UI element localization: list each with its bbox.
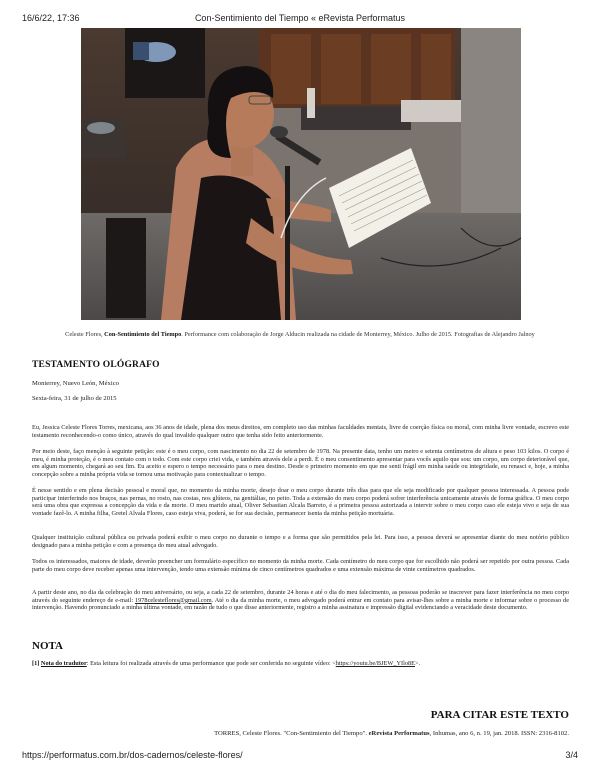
nota-heading: NOTA — [32, 640, 63, 652]
citation-journal: eRevista Performatus — [368, 730, 430, 737]
print-footer — [22, 750, 578, 762]
paragraph-4: Qualquer instituição cultural pública ou privada poderá exibir o meu corpo no durante o tempo e a forma que são permitidos pela lei. Para isso, a pessoa deverá se apresentar diante do meu notório público designado para a minha petição e com a presença do meu atual advogado. — [32, 534, 569, 549]
caption-author: Celeste Flores, — [65, 331, 105, 338]
testamento-place: Monterrey, Nuevo León, México — [32, 380, 119, 387]
note-text: : Esta leitura foi realizada através de uma performance que pode ser conferida no seguinte vídeo: < — [86, 660, 336, 667]
print-url: https://performatus.com.br/dos-cadernos/celeste-flores/ — [22, 750, 243, 760]
note-end: >. — [415, 660, 421, 667]
contact-email-link[interactable]: 1978celesteflores@gmail.com — [134, 596, 212, 604]
paragraph-1: Eu, Jessica Celeste Flores Torres, mexicana, aos 36 anos de idade, plena dos meus direitos, em completo uso das minhas faculdades mentais, livre de coerção física ou moral, com minha livre vontade, escrevo este testamento reconhecendo-o como único, através do qual invalido qualquer outro que tenha sido feito anteriormente. — [32, 424, 569, 439]
testamento-title: TESTAMENTO OLÓGRAFO — [32, 360, 160, 370]
paragraph-5: Todos os interessados, maiores de idade, deverão preencher um formulário específico no momento da minha morte. Cada centímetro do meu corpo que for escolhido não poderá ser repetido por outra pessoa. Cada parte do meu corpo deve receber apenas uma intervenção, tendo uma extensão mínima de cinco centímetros quadrados e uma extensão máxima de vinte centímetros quadrados. — [32, 558, 569, 573]
paragraph-2: Por meio deste, faço menção à seguinte petição: este é o meu corpo, com nascimento no dia 22 de setembro de 1978. Na presente data, tenho um metro e setenta centímetros de altura e peso 103 kilos. O corpo é meu, é minha proteção, é o meu contato com o todo. Com este corpo criei vida, e também através dele a perdi. É o meu consentimento apresentar para vocês aquilo que sou: um corpo, um corpo deteriorável que, em algum momento, chegará ao seu fim. Eu aceito e espero o tempo necessário para o meu destino. Desde o primeiro momento em que me senti frágil em minha saúde ou integridade, eu renasci e, hoje, a minha concepção sobre a minha própria vida se tornou uma motivação para contextualizar o tempo. — [32, 448, 569, 478]
caption-details: . Performance com colaboração de Jorge Alducin realizada na cidade de Monterrey, México. Julho de 2015. Fotografias de Alejandro Jalnoy — [181, 331, 535, 338]
translator-note — [32, 660, 569, 667]
testamento-date: Sexta-feira, 31 de julho de 2015 — [32, 395, 117, 402]
print-page-title: Con-Sentimiento del Tiempo « eRevista Performatus — [194, 13, 406, 23]
video-link[interactable]: https://youtu.be/BJEW_YIlo8E — [335, 660, 416, 667]
citation-start: TORRES, Celeste Flores. "Con-Sentimiento del Tiempo". — [214, 730, 369, 737]
cite-heading: PARA CITAR ESTE TEXTO — [430, 709, 569, 721]
paragraph-6-end: . Até o dia da minha morte, o meu advogado poderá entrar em contato para avisar-lhes sobre a minha morte e informar sobre o processo de intervenção. Havendo pronunciado a minha última vontade, em razão de tudo o que disse anteriormente, registro a minha assinatura e impressão digital evidenciando a veracidade deste documento. — [32, 596, 570, 612]
performance-photo-illustration — [81, 28, 521, 320]
performance-photo — [81, 28, 521, 320]
print-datetime: 16/6/22, 17:36 — [22, 13, 80, 23]
print-header — [22, 13, 578, 25]
citation — [214, 730, 569, 737]
paragraph-6 — [32, 589, 569, 612]
citation-end: , Inhumas, ano 6, n. 19, jan. 2018. ISSN: 2316-8102. — [429, 730, 569, 737]
photo-caption — [20, 331, 580, 339]
print-page-number: 3/4 — [565, 750, 578, 760]
paragraph-6-start: A partir deste ano, no dia da celebração do meu aniversário, ou seja, a cada 22 de setembro, durante 24 horas e até o dia do meu falecimento, as pessoas poderão se inscrever para fazer interferência no meu corpo através do seguinte endereço de e-mail: — [32, 589, 569, 604]
paragraph-3: É nesse sentido e em plena decisão pessoal e moral que, no momento da minha morte, desejo doar o meu corpo durante três dias para que ele seja modificado por qualquer pessoa interessada. A pessoa pode participar interferindo nos braços, nas pernas, no rosto, nas costas, nos glúteos, na genitálias, no peito. Toda a extensão do meu corpo poderá sofrer interferência unicamente através de forma gráfica. O meu corpo será uma obra que expressa a concepção da vida e da morte. O meu marido atual, Oliver Sebastian Alcala Barreto, é a primeira pessoa autorizada a intervir sobre o meu corpo caso ele esteja vivo e seja de sua vontade fazê-lo. A minha filha, Gretel Alvala Flores, caso esteja viva, poderá, se for sua decisão, permanecer isenta da minha petição mortuária. — [32, 487, 569, 517]
caption-work-title: Con-Sentimiento del Tiempo — [104, 331, 182, 338]
note-label-link[interactable]: Nota do tradutor — [40, 660, 87, 667]
note-ref: [1] — [32, 660, 41, 667]
